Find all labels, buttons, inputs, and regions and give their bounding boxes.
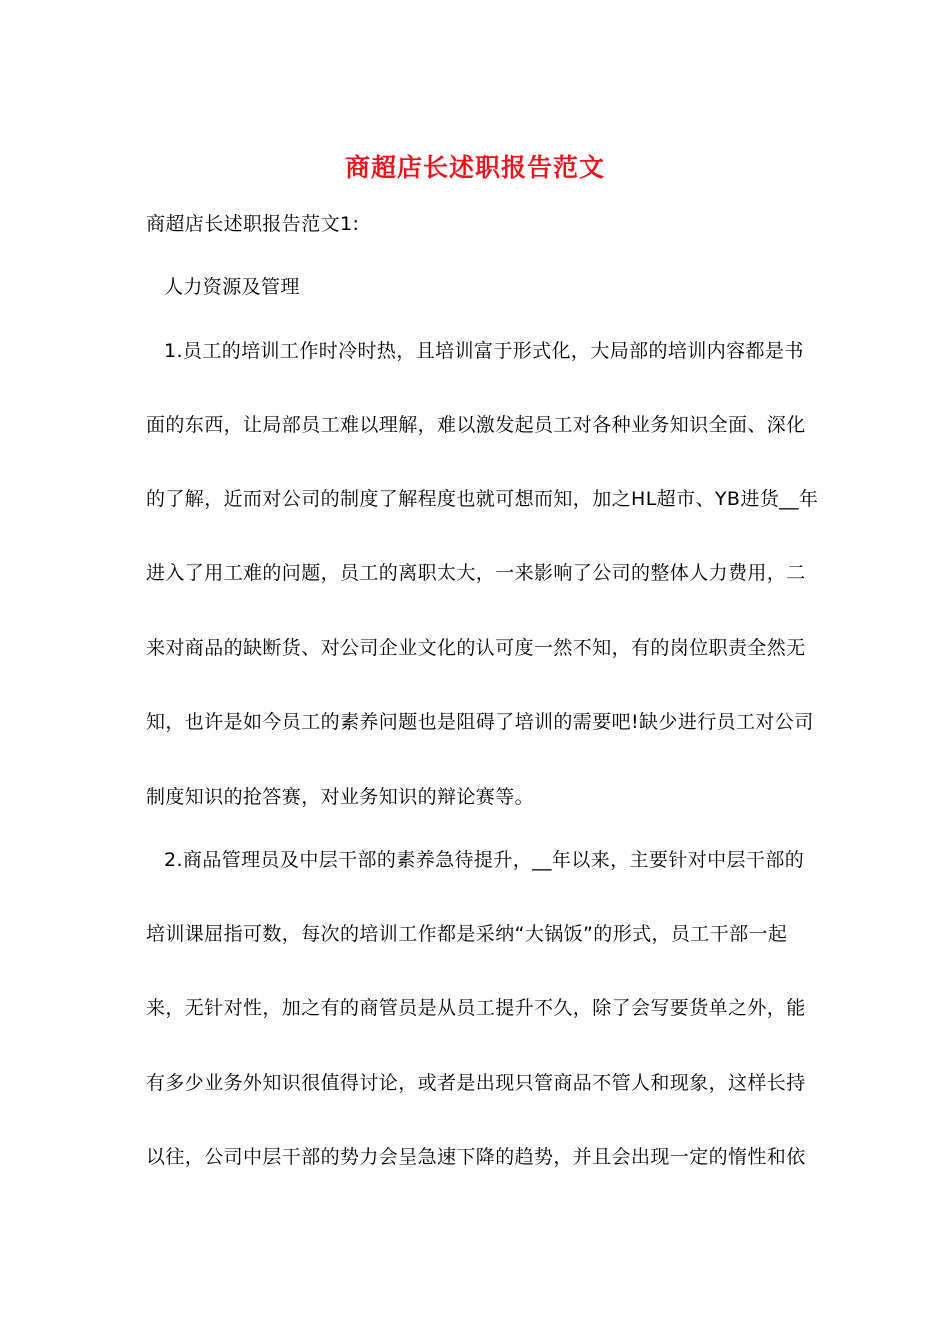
paragraph-line: 有多少业务外知识很值得讨论，或者是出现只管商品不管人和现象，这样长持 bbox=[146, 1072, 806, 1094]
document-subtitle: 商超店长述职报告范文1: bbox=[146, 213, 360, 235]
paragraph-line: 制度知识的抢答赛，对业务知识的辩论赛等。 bbox=[146, 786, 535, 808]
paragraph-line: 面的东西，让局部员工难以理解，难以激发起员工对各种业务知识全面、深化 bbox=[146, 414, 806, 436]
paragraph-line: 1.员工的培训工作时冷时热，且培训富于形式化，大局部的培训内容都是书 bbox=[164, 340, 804, 362]
paragraph-line: 以往，公司中层干部的势力会呈急速下降的趋势，并且会出现一定的惰性和依 bbox=[146, 1146, 806, 1168]
paragraph-line: 来对商品的缺断货、对公司企业文化的认可度一然不知，有的岗位职责全然无 bbox=[146, 637, 806, 659]
paragraph-line: 进入了用工难的问题，员工的离职太大，一来影响了公司的整体人力费用，二 bbox=[146, 562, 806, 584]
paragraph-line: 2.商品管理员及中层干部的素养急待提升，__年以来，主要针对中层干部的 bbox=[164, 849, 805, 871]
paragraph-line: 培训课屈指可数，每次的培训工作都是采纳“大锅饭”的形式，员工干部一起 bbox=[146, 923, 788, 945]
paragraph-line: 来，无针对性，加之有的商管员是从员工提升不久，除了会写要货单之外，能 bbox=[146, 997, 806, 1019]
document-title: 商超店长述职报告范文 bbox=[344, 153, 605, 182]
paragraph-line: 的了解，近而对公司的制度了解程度也就可想而知，加之HL超市、YB进货__年 bbox=[146, 488, 819, 510]
section-heading: 人力资源及管理 bbox=[164, 276, 300, 298]
paragraph-line: 知，也许是如今员工的素养问题也是阻碍了培训的需要吧!缺少进行员工对公司 bbox=[146, 711, 814, 733]
